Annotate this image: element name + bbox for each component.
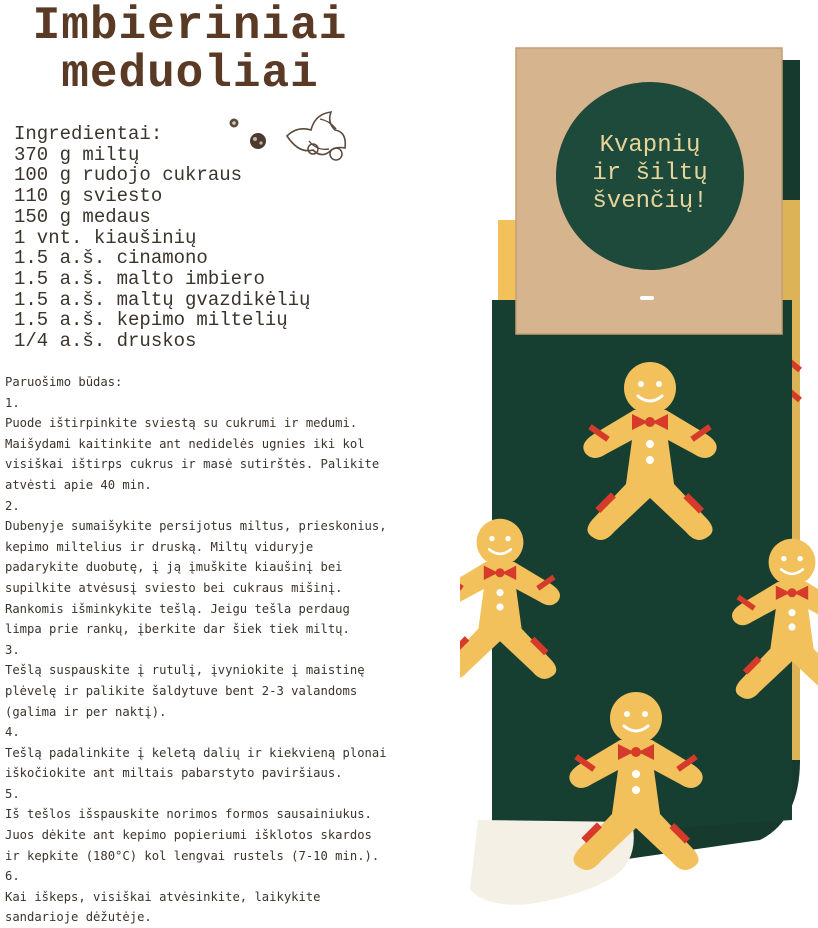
tag-greeting-line-2: ir šiltų (592, 160, 708, 187)
ingredient-item: 1 vnt. kiaušinių (14, 226, 197, 249)
method-line: Rankomis išminkykite tešlą. Jeigu tešla perdaug (5, 601, 350, 616)
ingredients-list (14, 124, 394, 352)
ingredient-item: 150 g medaus (14, 205, 151, 228)
ingredient-item: 1.5 a.š. maltų gvazdikėlių (14, 288, 311, 311)
method-step-number: 2. (5, 498, 20, 513)
method-step-number: 5. (5, 786, 20, 801)
method-line: Puode ištirpinkite sviestą su cukrumi ir medumi. (5, 416, 358, 431)
method-line: Tešlą suspauskite į rutulį, įvyniokite į maistinę (5, 663, 365, 678)
method-line: Maišydami kaitinkite ant nedidelės ugnies iki kol (5, 436, 365, 451)
ingredient-item: 110 g sviesto (14, 185, 163, 208)
method-line: limpa prie rankų, įberkite dar šiek tiek miltų. (5, 622, 350, 637)
method-step-number: 3. (5, 642, 20, 657)
title-line-1: Imbieriniai (32, 0, 348, 52)
tag-greeting-line-1: Kvapnių (599, 132, 701, 159)
method-line: visiškai ištirps cukrus ir masė sutirštės. Palikite (5, 457, 380, 472)
ingredient-item: 1.5 a.š. malto imbiero (14, 267, 265, 290)
method-line: Juos dėkite ant kepimo popieriumi išklotos skardos (5, 828, 372, 843)
method-step-number: 1. (5, 395, 20, 410)
tag-greeting (560, 132, 740, 216)
method-line: sandarioje dėžutėje. (5, 910, 152, 925)
ingredient-item: 100 g rudojo cukraus (14, 164, 243, 187)
ingredients-heading: Ingredientai: (14, 123, 163, 145)
method-line: ir kepkite (180°C) kol lengvai rustels (7-10 min.). (5, 848, 380, 863)
method-heading: Paruošimo būdas: (5, 375, 123, 389)
method-line: Kai iškeps, visiškai atvėsinkite, laikykite (5, 889, 321, 904)
method-line: iškočiokite ant miltais pabarstyto paviršiaus. (5, 766, 343, 781)
method-line: Dubenyje sumaišykite persijotus miltus, prieskonius, (5, 519, 387, 534)
method-line: kepimo miltelius ir druską. Miltų viduryje (5, 539, 314, 554)
method-section (5, 372, 385, 928)
method-line: padarykite duobutę, į ją įmuškite kiaušinį bei (5, 560, 343, 575)
ingredient-item: 1.5 a.š. cinamono (14, 247, 208, 270)
method-line: atvėsti apie 40 min. (5, 477, 152, 492)
ingredient-item: 1/4 a.š. druskos (14, 330, 197, 353)
title-line-2: meduoliai (61, 48, 319, 100)
method-line: (galima ir per naktį). (5, 704, 167, 719)
ingredient-item: 1.5 a.š. kepimo miltelių (14, 309, 288, 332)
method-line: Tešlą padalinkite į keletą dalių ir kiekvieną plonai (5, 745, 387, 760)
recipe-title (10, 2, 370, 98)
method-line: plėvelę ir palikite šaldytuve bent 2-3 valandoms (5, 683, 358, 698)
tag-greeting-line-3: švenčių! (592, 188, 708, 215)
method-line: supilkite atvėsusį sviesto bei cukraus mišinį. (5, 580, 343, 595)
method-step-number: 6. (5, 869, 20, 884)
ingredient-item: 370 g miltų (14, 143, 140, 166)
method-step-number: 4. (5, 725, 20, 740)
method-line: Iš tešlos išspauskite norimos formos sausainiukus. (5, 807, 372, 822)
